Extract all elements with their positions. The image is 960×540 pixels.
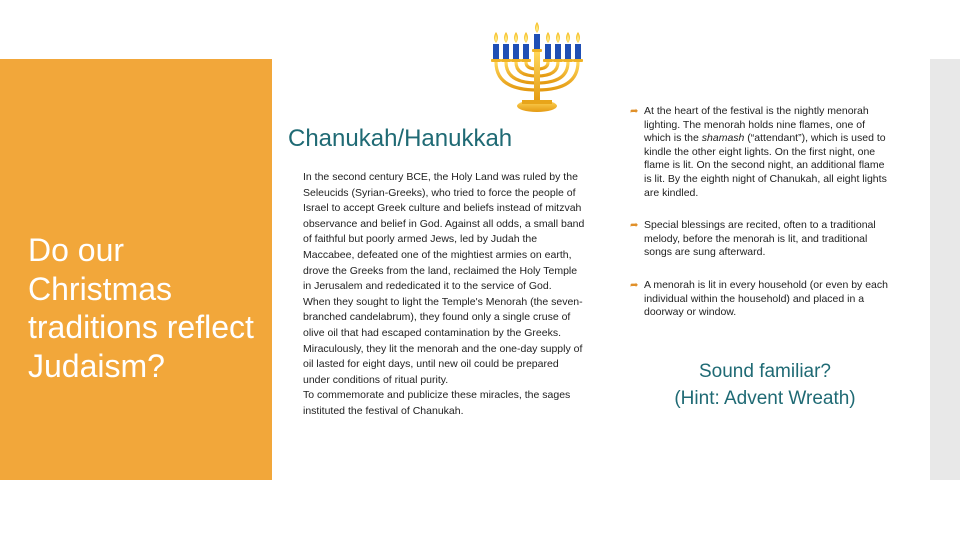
arrow-bullet-icon: ➦ (630, 279, 639, 291)
right-edge-strip (930, 59, 960, 480)
bullet-item (628, 219, 894, 260)
bullet-item (628, 105, 894, 200)
body-paragraph: When they sought to light the Temple's Menorah (the seven-branched candelabrum), they found only a single cruse of olive oil that had escaped contamination by the Greeks. Miraculously, they lit the menorah and the one-day supply of oil lasted for eight days, until new oil could be prepared under conditions of ritual purity. (303, 295, 583, 386)
bullet-text-continued: (“attendant”), which is used to kindle the other eight lights. On the first night, one flame is lit. On the second night, an additional flame is lit. By the eighth night of Chanukah, all eight lights are kindled. (644, 132, 887, 199)
body-paragraph: In the second century BCE, the Holy Land was ruled by the Seleucids (Syrian-Greeks), who tried to force the people of Israel to accept Greek culture and beliefs instead of mitzvah observance and belief in God. Against all odds, a small band of faithful but poorly armed Jews, led by Judah the Maccabee, defeated one of the mightiest armies on earth, drove the Greeks from the land, reclaimed the Holy Temple in Jerusalem and rededicated it to the service of God. (303, 171, 585, 293)
bullet-list (628, 105, 894, 339)
tagline (640, 358, 890, 412)
left-panel (0, 59, 272, 480)
bullet-text: A menorah is lit in every household (or even by each individual within the household) and placed in a doorway or window. (644, 278, 888, 319)
panel-heading: Do our Christmas traditions reflect Judaism? (28, 232, 254, 384)
body-paragraph: To commemorate and publicize these miracles, the sages instituted the festival of Chanukah. (303, 389, 571, 417)
body-text (303, 170, 585, 420)
bullet-emphasis: shamash (701, 132, 745, 145)
arrow-bullet-icon: ➦ (630, 106, 639, 117)
bullet-text: Special blessings are recited, often to a traditional melody, before the menorah is lit, and traditional songs are sung afterward. (644, 219, 876, 259)
bullet-text: At the heart of the festival is the nightly menorah lighting. The menorah holds nine flames, one of which is the (644, 105, 869, 145)
slide-title: Chanukah/Hanukkah (288, 125, 513, 152)
tagline-line-2: (Hint: Advent Wreath) (674, 388, 856, 409)
bullet-item (628, 279, 894, 320)
arrow-bullet-icon: ➦ (630, 220, 639, 232)
tagline-line-1: Sound familiar? (698, 361, 832, 382)
menorah-icon (482, 18, 592, 116)
